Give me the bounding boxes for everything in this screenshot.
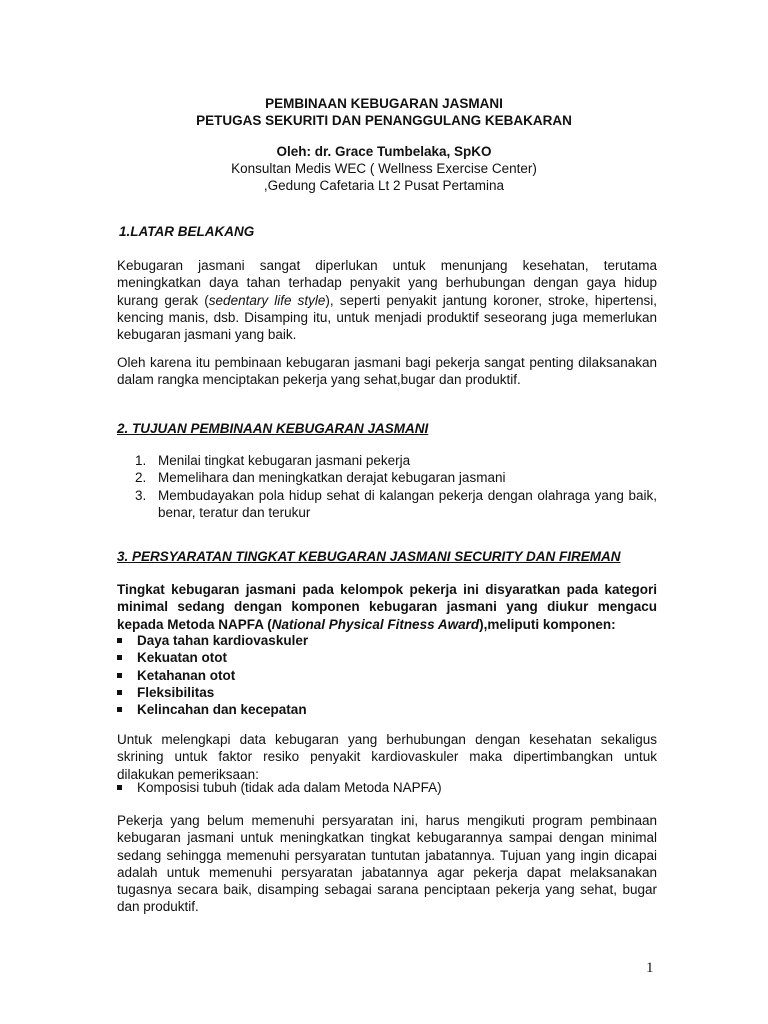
components-list	[117, 632, 657, 718]
affiliation-line2: ,Gedung Cafetaria Lt 2 Pusat Pertamina	[263, 178, 505, 193]
section3-paragraph-extra: Untuk melengkapi data kebugaran yang berhubungan dengan kesehatan sekaligus skrining untuk faktor resiko penyakit kardiovaskuler maka dipertimbangkan untuk dilakukan pemeriksaan:	[117, 732, 657, 782]
affiliation-line1: Konsultan Medis WEC ( Wellness Exercise Center)	[231, 161, 537, 176]
para-text: ), seperti penyakit jantung koroner, stroke, hipertensi, kencing manis, dsb. Disamping itu, untuk menjadi produktif seseorang juga memerlukan kebugaran jasmani yang baik.	[117, 292, 658, 343]
list-item	[117, 469, 657, 486]
list-item	[117, 701, 657, 718]
list-item-text: Fleksibilitas	[137, 684, 215, 700]
bullet-square-icon	[117, 673, 122, 678]
doc-title-line2: PETUGAS SEKURITI DAN PENANGGULANG KEBAKARAN	[196, 113, 572, 128]
extra-checks-list	[117, 779, 657, 796]
section1-paragraph2: Oleh karena itu pembinaan kebugaran jasmani bagi pekerja sangat penting dilaksanakan dalam rangka menciptakan pekerja yang sehat,bugar dan produktif.	[117, 355, 657, 388]
list-item-text: Memelihara dan meningkatkan derajat kebugaran jasmani	[158, 470, 506, 486]
list-item-text: Kelincahan dan kecepatan	[137, 702, 307, 718]
para-italic-text: sedentary life style	[208, 292, 326, 308]
doc-title-line1: PEMBINAAN KEBUGARAN JASMANI	[265, 96, 503, 111]
list-item-text: Ketahanan otot	[137, 667, 236, 683]
list-item-text: Komposisi tubuh (tidak ada dalam Metoda NAPFA)	[137, 780, 442, 795]
para-text: Tingkat kebugaran jasmani pada kelompok pekerja ini disyaratkan pada kategori minimal sedang dengan komponen kebugaran jasmani yang diukur mengacu kepada Metoda NAPFA (	[117, 582, 657, 632]
list-item	[117, 452, 657, 469]
list-number: 2.	[135, 470, 147, 486]
bullet-square-icon	[117, 707, 122, 712]
list-number: 3.	[135, 487, 147, 503]
section3-paragraph-final: Pekerja yang belum memenuhi persyaratan ini, harus mengikuti program pembinaan kebugaran jasmani untuk meningkatkan tingkat kebugarannya sampai dengan minimal sedang sehingga memenuhi persyaratan tuntutan jabatannya. Tujuan yang ingin dicapai adalah untuk memenuhi persyaratan jabatannya agar pekerja dapat melaksanakan tugasnya secara baik, disamping sebagai sarana penciptaan pekerja yang sehat, bugar dan produktif.	[117, 813, 657, 915]
page-number: 1	[646, 960, 654, 976]
para-text: Kebugaran jasmani sangat diperlukan untuk menunjang kesehatan, terutama meningkatkan daya tahan terhadap penyakit yang berhubungan dengan gaya hidup kurang gerak (	[117, 258, 657, 308]
para-italic-text: National Physical Fitness Award	[271, 616, 480, 632]
list-item-text: Menilai tingkat kebugaran jasmani pekerja	[158, 453, 411, 468]
para-text: ),meliputi komponen:	[479, 616, 616, 632]
list-item	[117, 632, 657, 649]
section3-heading: 3. PERSYARATAN TINGKAT KEBUGARAN JASMANI SECURITY DAN FIREMAN	[117, 549, 621, 564]
bullet-square-icon	[117, 785, 122, 790]
list-item	[117, 487, 657, 522]
section2-heading: 2. TUJUAN PEMBINAAN KEBUGARAN JASMANI	[117, 421, 429, 436]
list-number: 1.	[135, 453, 147, 468]
section1-heading: 1.LATAR BELAKANG	[119, 224, 255, 239]
bullet-square-icon	[117, 655, 122, 660]
list-item-text: Membudayakan pola hidup sehat di kalangan pekerja dengan olahraga yang baik, benar, teratur dan terukur	[158, 487, 657, 520]
list-item	[117, 667, 657, 684]
author-line: Oleh: dr. Grace Tumbelaka, SpKO	[276, 144, 492, 159]
list-item	[117, 779, 657, 796]
list-item-text: Daya tahan kardiovaskuler	[137, 633, 309, 648]
bullet-square-icon	[117, 690, 122, 695]
list-item	[117, 684, 657, 701]
objectives-list	[117, 452, 657, 521]
section1-paragraph1	[117, 257, 657, 343]
list-item	[117, 649, 657, 666]
bullet-square-icon	[117, 638, 122, 643]
list-item-text: Kekuatan otot	[137, 650, 228, 666]
section3-intro	[117, 581, 657, 633]
